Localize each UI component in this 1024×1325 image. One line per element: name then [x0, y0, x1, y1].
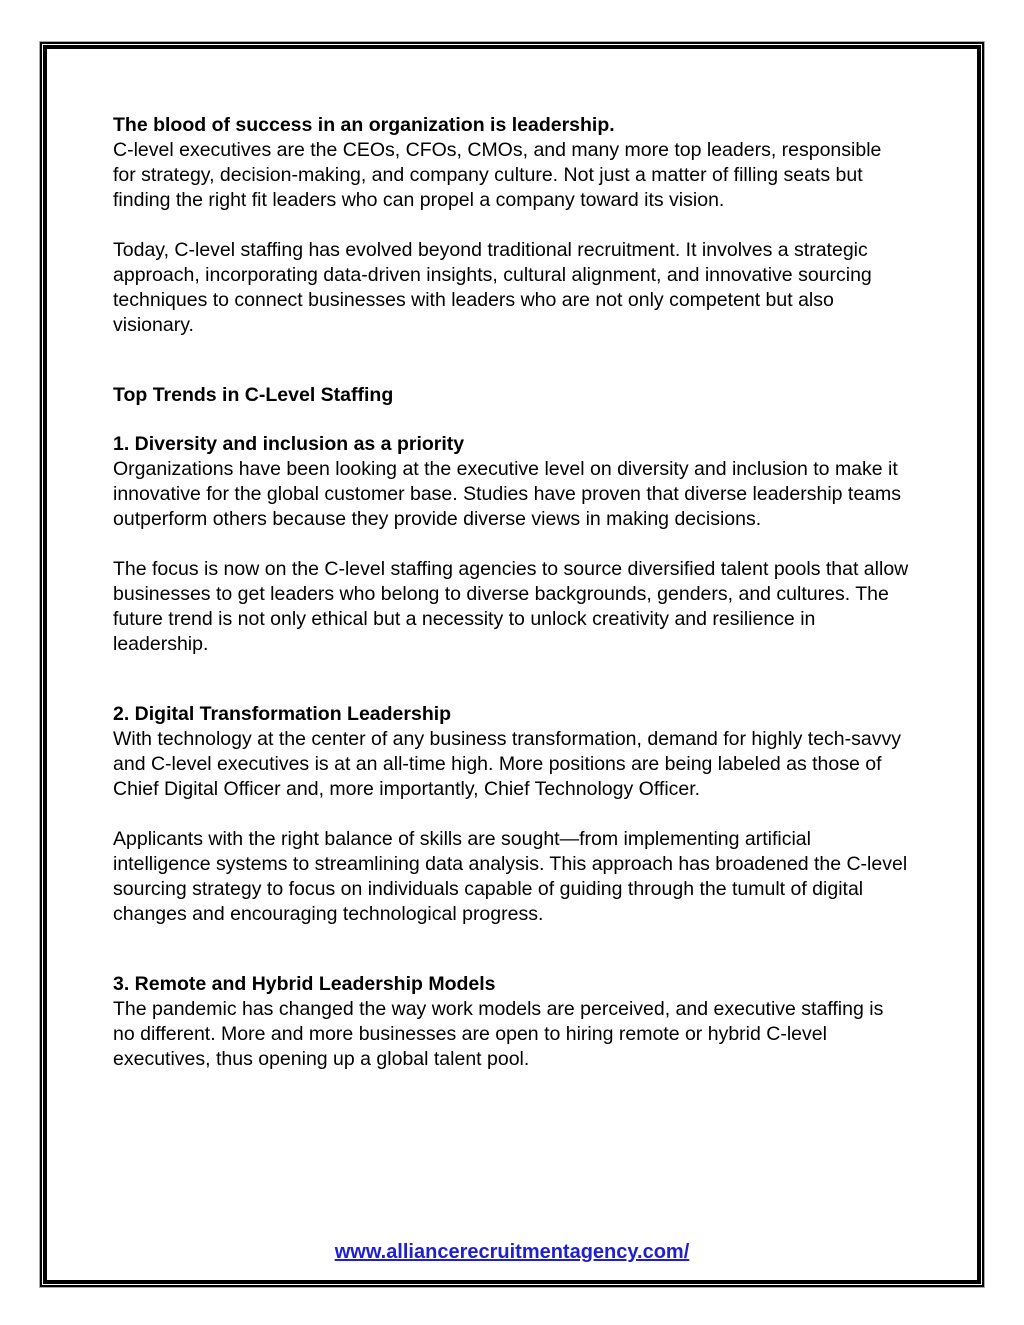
- section-3-text: The pandemic has changed the way work models are perceived, and executive staffing is no different. More and more businesses are open to hiring remote or hybrid C-level executives, thus opening up a global talent pool.: [113, 998, 884, 1070]
- page-border-inner: [43, 45, 981, 1284]
- section-2-heading: 2. Digital Transformation Leadership: [113, 703, 452, 725]
- intro-text: C-level executives are the CEOs, CFOs, CMOs, and many more top leaders, responsible for strategy, decision-making, and company culture. Not just a matter of filling seats but finding the right fit leaders who can propel a company toward its vision.: [113, 139, 882, 211]
- page-border: [40, 42, 984, 1287]
- paragraph-today: [113, 238, 909, 338]
- today-text: Today, C-level staffing has evolved beyond traditional recruitment. It involves a strategic approach, incorporating data-driven insights, cultural alignment, and innovative sourcing techniques to connect businesses with leaders who are not only competent but also visionary.: [113, 239, 872, 336]
- intro-lead-sentence: The blood of success in an organization is leadership.: [113, 114, 615, 136]
- paragraph-applicants: [113, 827, 909, 927]
- applicants-text: Applicants with the right balance of skills are sought—from implementing artificial intelligence systems to streamlining data analysis. This approach has broadened the C-level sourcing strategy to focus on individuals capable of guiding through the tumult of digital changes and encouraging technological progress.: [113, 828, 908, 925]
- paragraph-intro: [113, 113, 909, 213]
- paragraph-focus: [113, 557, 909, 657]
- heading-top-trends: Top Trends in C-Level Staffing: [113, 384, 394, 406]
- section-3: [113, 972, 909, 1072]
- section-1-heading: 1. Diversity and inclusion as a priority: [113, 433, 465, 455]
- section-2: [113, 702, 909, 802]
- section-1-text: Organizations have been looking at the executive level on diversity and inclusion to make it innovative for the global customer base. Studies have proven that diverse leadership teams outperform others because they provide diverse views in making decisions.: [113, 458, 902, 530]
- focus-text: The focus is now on the C-level staffing agencies to source diversified talent pools that allow businesses to get leaders who belong to diverse backgrounds, genders, and cultures. The future trend is not only ethical but a necessity to unlock creativity and resilience in leadership.: [113, 558, 909, 655]
- section-1: [113, 432, 909, 532]
- page-footer: [47, 1241, 977, 1264]
- section-2-text: With technology at the center of any business transformation, demand for highly tech-savvy and C-level executives is at an all-time high. More positions are being labeled as those of Chief Digital Officer and, more importantly, Chief Technology Officer.: [113, 728, 901, 800]
- section-3-heading: 3. Remote and Hybrid Leadership Models: [113, 973, 496, 995]
- document-body: [47, 49, 977, 1280]
- footer-link[interactable]: www.alliancerecruitmentagency.com/: [334, 1241, 690, 1263]
